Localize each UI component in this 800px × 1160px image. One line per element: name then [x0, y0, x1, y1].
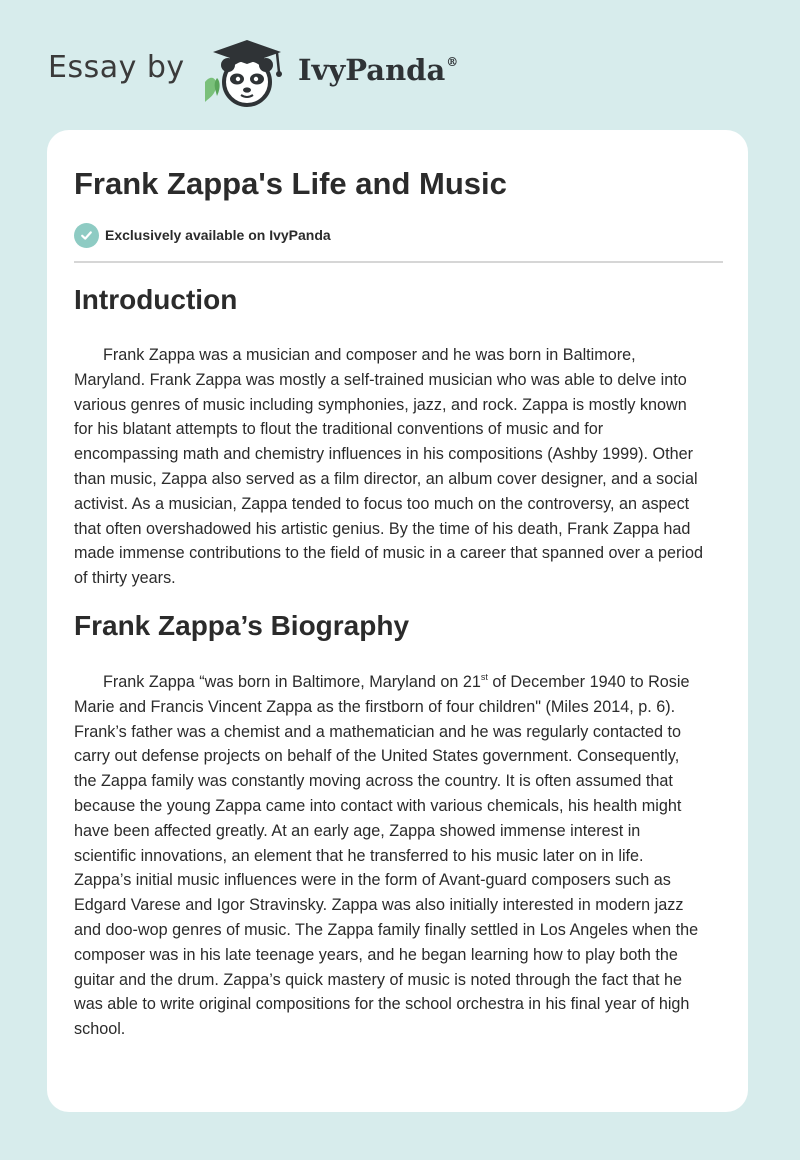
introduction-paragraph — [74, 343, 726, 591]
paragraph-line: of thirty years. — [74, 569, 176, 588]
site-header — [0, 0, 800, 130]
panda-graduate-logo-icon[interactable] — [203, 38, 291, 108]
paragraph-line: scientific innovations, an element that he transferred to his music later on in life. — [74, 846, 644, 865]
section-heading-biography: Frank Zappa’s Biography — [74, 610, 410, 641]
exclusive-badge — [74, 222, 331, 248]
paragraph-line: various genres of music including symphonies, jazz, and rock. Zappa is mostly known — [74, 395, 687, 414]
paragraph-line: guitar and the drum. Zappa’s quick mastery of music is noted through the fact that he — [74, 970, 682, 989]
paragraph-line: Zappa’s initial music influences were in the form of Avant-guard composers such as — [74, 871, 671, 890]
paragraph-line: the Zappa family was constantly moving across the country. It is often assumed that — [74, 772, 673, 791]
paragraph-line: Marie and Francis Vincent Zappa as the firstborn of four children" (Miles 2014, p. 6). — [74, 697, 676, 716]
essay-by-label: Essay by — [48, 50, 185, 85]
essay-title: Frank Zappa's Life and Music — [74, 166, 507, 201]
registered-mark: ® — [446, 55, 459, 69]
paragraph-line: have been affected greatly. At an early age, Zappa showed immense interest in — [74, 821, 641, 840]
exclusive-label: Exclusively available on IvyPanda — [105, 227, 331, 243]
paragraph-line: Maryland. Frank Zappa was mostly a self-trained musician who was able to delve into — [74, 370, 687, 389]
paragraph-line: Frank Zappa “was born in Baltimore, Maryland on 21st of December 1940 to Rosie — [103, 672, 690, 691]
section-heading-introduction: Introduction — [74, 284, 238, 315]
paragraph-line: activist. As a musician, Zappa tended to focus too much on the controversy, an aspect — [74, 494, 690, 513]
paragraph-line: encompassing math and chemistry influences in his compositions (Ashby 1999). Other — [74, 445, 694, 464]
check-circle-icon — [74, 223, 99, 248]
paragraph-line: and doo-wop genres of music. The Zappa family finally settled in Los Angeles when the — [74, 920, 699, 939]
paragraph-line: Frank’s father was a chemist and a mathematician and he was regularly contacted to — [74, 722, 682, 741]
ordinal-superscript: st — [480, 672, 488, 682]
brand-name[interactable]: IvyPanda® — [298, 53, 459, 87]
paragraph-line: carry out defense projects on behalf of the United States government. Consequently, — [74, 747, 680, 766]
biography-paragraph — [74, 670, 726, 1042]
essay-card — [47, 130, 748, 1112]
paragraph-line: Frank Zappa was a musician and composer and he was born in Baltimore, — [103, 346, 636, 364]
paragraph-line: that often overshadowed his artistic genius. By the time of his death, Frank Zappa had — [74, 519, 691, 538]
paragraph-line: than music, Zappa also served as a film director, an album cover designer, and a social — [74, 469, 698, 488]
paragraph-line: school. — [74, 1020, 126, 1039]
paragraph-line: composer was in his late teenage years, and he began learning how to play both the — [74, 945, 678, 964]
paragraph-line: Edgard Varese and Igor Stravinsky. Zappa was also initially interested in modern jazz — [74, 896, 684, 915]
paragraph-line: was able to write original compositions for the school orchestra in his final year of high — [74, 995, 690, 1014]
title-divider — [74, 261, 723, 263]
paragraph-line: because the young Zappa came into contact with various chemicals, his health might — [74, 796, 682, 815]
paragraph-line: made immense contributions to the field of music in a career that spanned over a period — [74, 544, 703, 563]
paragraph-line: for his blatant attempts to flout the traditional conventions of music and for — [74, 420, 604, 439]
